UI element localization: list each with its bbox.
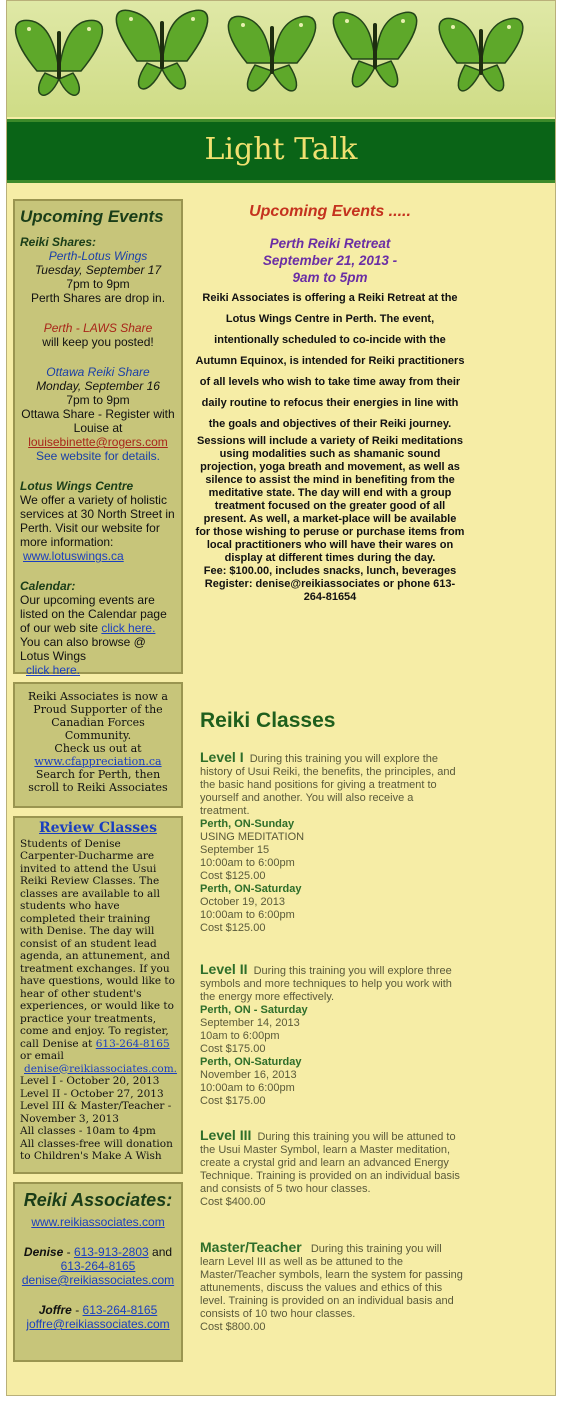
lotus-link[interactable]: www.lotuswings.ca (23, 549, 124, 563)
main-content (195, 201, 465, 604)
joffre-email-link[interactable]: joffre@reikiassociates.com (26, 1317, 170, 1331)
level2-s1-time: 10am to 6:00pm (200, 1030, 280, 1042)
perth-note: Perth Shares are drop in. (30, 291, 166, 305)
laws-share (20, 321, 176, 349)
ottawa-share (20, 365, 176, 463)
joffre-contact: Joffre - 613-264-8165 joffre@reikiassociates.com (26, 1303, 170, 1331)
sidebar (13, 199, 183, 1370)
lotus-text: We offer a variety of holistic services at 30 North Street in Perth. Visit our website for more information: (20, 493, 175, 549)
level2-desc: During this training you will explore three symbols and more techniques to help you work with the energy more effectively. (200, 965, 452, 1003)
level2-s1-date: September 14, 2013 (200, 1017, 300, 1029)
level2-s1-loc: Perth, ON - Saturday (200, 1004, 308, 1016)
canadian-forces-box (13, 682, 183, 808)
level1-s2-date: October 19, 2013 (200, 896, 286, 908)
denise-and: and (152, 1245, 173, 1259)
lotus-click-here-link[interactable]: click here. (26, 663, 81, 677)
level2-s2-loc: Perth, ON-Saturday (200, 1056, 302, 1068)
level1-title: Level I (200, 749, 244, 765)
calendar-click-here-link[interactable]: click here. (101, 621, 156, 635)
review-phone-link[interactable]: 613-264-8165 (95, 1037, 170, 1050)
level1-s1-date: September 15 (200, 844, 270, 856)
sidebar-heading: Upcoming Events (20, 207, 164, 226)
retreat-title: Perth Reiki Retreat (269, 236, 391, 251)
upcoming-events-box (13, 199, 183, 677)
retreat-date: September 21, 2013 - (262, 253, 398, 268)
retreat-paragraph-1: Reiki Associates is offering a Reiki Retreat at the Lotus Wings Centre in Perth. The event, intentionally scheduled to co-incide with the Autumn Equinox, is intended for Reiki practitioners of all levels who wish to take time away from their daily routine to refocus their energies in line with the goals and objectives of their Reiki journey. (195, 292, 465, 430)
ottawa-website-link[interactable]: See website for details. (35, 449, 161, 463)
perth-time: 7pm to 9pm (66, 277, 130, 291)
perth-lotus-label: Perth-Lotus Wings (48, 249, 148, 263)
level1-s1-time: 10:00am to 6:00pm (200, 857, 295, 869)
level2-section (200, 963, 465, 1108)
review-level2: Level II - October 27, 2013 (20, 1087, 164, 1100)
level1-section (200, 751, 465, 935)
lotus-heading: Lotus Wings Centre (20, 479, 134, 493)
master-desc: During this training you will learn Level III as well as be attuned to the Master/Teacher symbols, learn the system for passing attunements, discuss the values and ethics of this level. Training is provided on an individual basis and consists of 10 two hour classes. (200, 1243, 463, 1320)
reiki-associates-website[interactable]: www.reikiassociates.com (31, 1215, 165, 1229)
level1-s1-note: USING MEDITATION (200, 831, 305, 843)
review-level1: Level I - October 20, 2013 (20, 1075, 160, 1087)
cf-line1: Reiki Associates is now a Proud Supporter of the Canadian Forces Community. (28, 690, 168, 742)
denise-contact: Denise - 613-913-2803 and 613-264-8165 denise@reikiassociates.com (21, 1245, 175, 1287)
calendar-text-1: Our upcoming events are listed on the Calendar page of our web site (20, 593, 167, 635)
level3-title: Level III (200, 1127, 252, 1143)
retreat-fee: Fee: $100.00, includes snacks, lunch, beverages (203, 565, 457, 577)
reiki-associates-box (13, 1182, 183, 1362)
title-band (7, 119, 555, 183)
review-all-classes: All classes - 10am to 4pm (20, 1125, 156, 1137)
laws-label: Perth - LAWS Share (43, 321, 153, 335)
denise-phone1-link[interactable]: 613-913-2803 (73, 1245, 149, 1259)
review-text (20, 838, 176, 1063)
level1-s2-time: 10:00am to 6:00pm (200, 909, 295, 921)
level2-s1-cost: Cost $175.00 (200, 1043, 266, 1055)
level3-desc: During this training you will be attuned to the Usui Master Symbol, learn a Master meditation, create a crystal grid and learn an advanced Energy Technique. Training is provided on an individual basis and consists of 5 two hour classes. (200, 1131, 460, 1195)
reiki-classes-heading: Reiki Classes (200, 709, 336, 732)
master-section (200, 1241, 465, 1334)
joffre-phone-link[interactable]: 613-264-8165 (82, 1303, 158, 1317)
denise-label: Denise (23, 1245, 64, 1259)
calendar-heading: Calendar: (20, 579, 76, 593)
review-description: Students of Denise Carpenter-Ducharme are invited to attend the Usui Reiki Review Classes. The classes are available to all students who have completed their training with Denise. The day will consist of an student lead agenda, an attunement, and treatment exchanges. If you have questions, would like to hear of other student's experiences, or would like to practice your treatments, come and enjoy. To register, call Denise at (20, 837, 175, 1050)
level2-s2-time: 10:00am to 6:00pm (200, 1082, 295, 1094)
review-or-email: or email (20, 1050, 64, 1062)
review-classes-box (13, 816, 183, 1174)
master-cost: Cost $800.00 (200, 1321, 266, 1333)
retreat-heading (195, 235, 465, 286)
review-level3: Level III & Master/Teacher - November 3, 2013 (20, 1100, 172, 1125)
cf-link[interactable]: www.cfappreciation.ca (34, 755, 162, 768)
butterfly-illustration (7, 1, 555, 117)
main-upcoming-heading: Upcoming Events ..... (249, 203, 411, 220)
butterfly-banner (7, 1, 555, 117)
level1-s1-cost: Cost $125.00 (200, 870, 266, 882)
level1-desc: During this training you will explore the history of Usui Reiki, the benefits, the principles, and the basic hand positions for giving a treatment to yourself and another. You will also receive a treatment. (200, 753, 456, 817)
level3-section (200, 1129, 465, 1209)
site-title: Light Talk (204, 132, 358, 167)
cf-line3: Search for Perth, then scroll to Reiki Associates (28, 768, 168, 794)
perth-share (20, 249, 176, 305)
master-title: Master/Teacher (200, 1239, 302, 1255)
page-frame (6, 0, 556, 1396)
joffre-label: Joffre (38, 1303, 72, 1317)
cf-line2: Check us out at (54, 742, 142, 755)
level1-s1-loc: Perth, ON-Sunday (200, 818, 295, 830)
denise-email-link[interactable]: denise@reikiassociates.com (21, 1273, 175, 1287)
level3-cost: Cost $400.00 (200, 1196, 266, 1208)
level1-s2-cost: Cost $125.00 (200, 922, 266, 934)
ottawa-date: Monday, September 16 (36, 379, 160, 393)
level2-s2-date: November 16, 2013 (200, 1069, 297, 1081)
reiki-associates-heading: Reiki Associates: (23, 1190, 173, 1210)
laws-note: will keep you posted! (42, 335, 154, 349)
ottawa-note: Ottawa Share - Register with Louise at (21, 407, 175, 435)
level1-s2-loc: Perth, ON-Saturday (200, 883, 302, 895)
retreat-time: 9am to 5pm (292, 270, 368, 285)
review-email-link[interactable]: denise@reikiassociates.com. (24, 1062, 177, 1075)
level2-title: Level II (200, 961, 248, 977)
ottawa-label: Ottawa Reiki Share (46, 365, 150, 379)
ottawa-time: 7pm to 9pm (66, 393, 130, 407)
review-donation: All classes-free will donation to Children's Make A Wish (20, 1137, 173, 1162)
retreat-paragraph-2: Sessions will include a variety of Reiki meditations using modalities such as shamanic sound projection, yoga breath and movement, as well as silence to assist the mind in benefiting from the meditative state. The day will end with a group treatment focused on the greater good of all present. As well, a market-place will be available for those wishing to peruse or purchase items from local practitioners who will have their wares on display at different times during the day. (195, 435, 465, 564)
ottawa-email-link[interactable]: louisebinette@rogers.com (28, 435, 168, 449)
denise-phone2-link[interactable]: 613-264-8165 (60, 1259, 136, 1273)
calendar-text-2: You can also browse @ Lotus Wings (20, 635, 146, 663)
review-classes-heading[interactable]: Review Classes (39, 820, 157, 836)
level2-s2-cost: Cost $175.00 (200, 1095, 266, 1107)
calendar-text (20, 593, 176, 663)
reiki-shares-label: Reiki Shares: (20, 235, 97, 249)
perth-date: Tuesday, September 17 (34, 263, 162, 277)
retreat-register: Register: denise@reikiassociates or phone 613-264-81654 (204, 578, 456, 603)
